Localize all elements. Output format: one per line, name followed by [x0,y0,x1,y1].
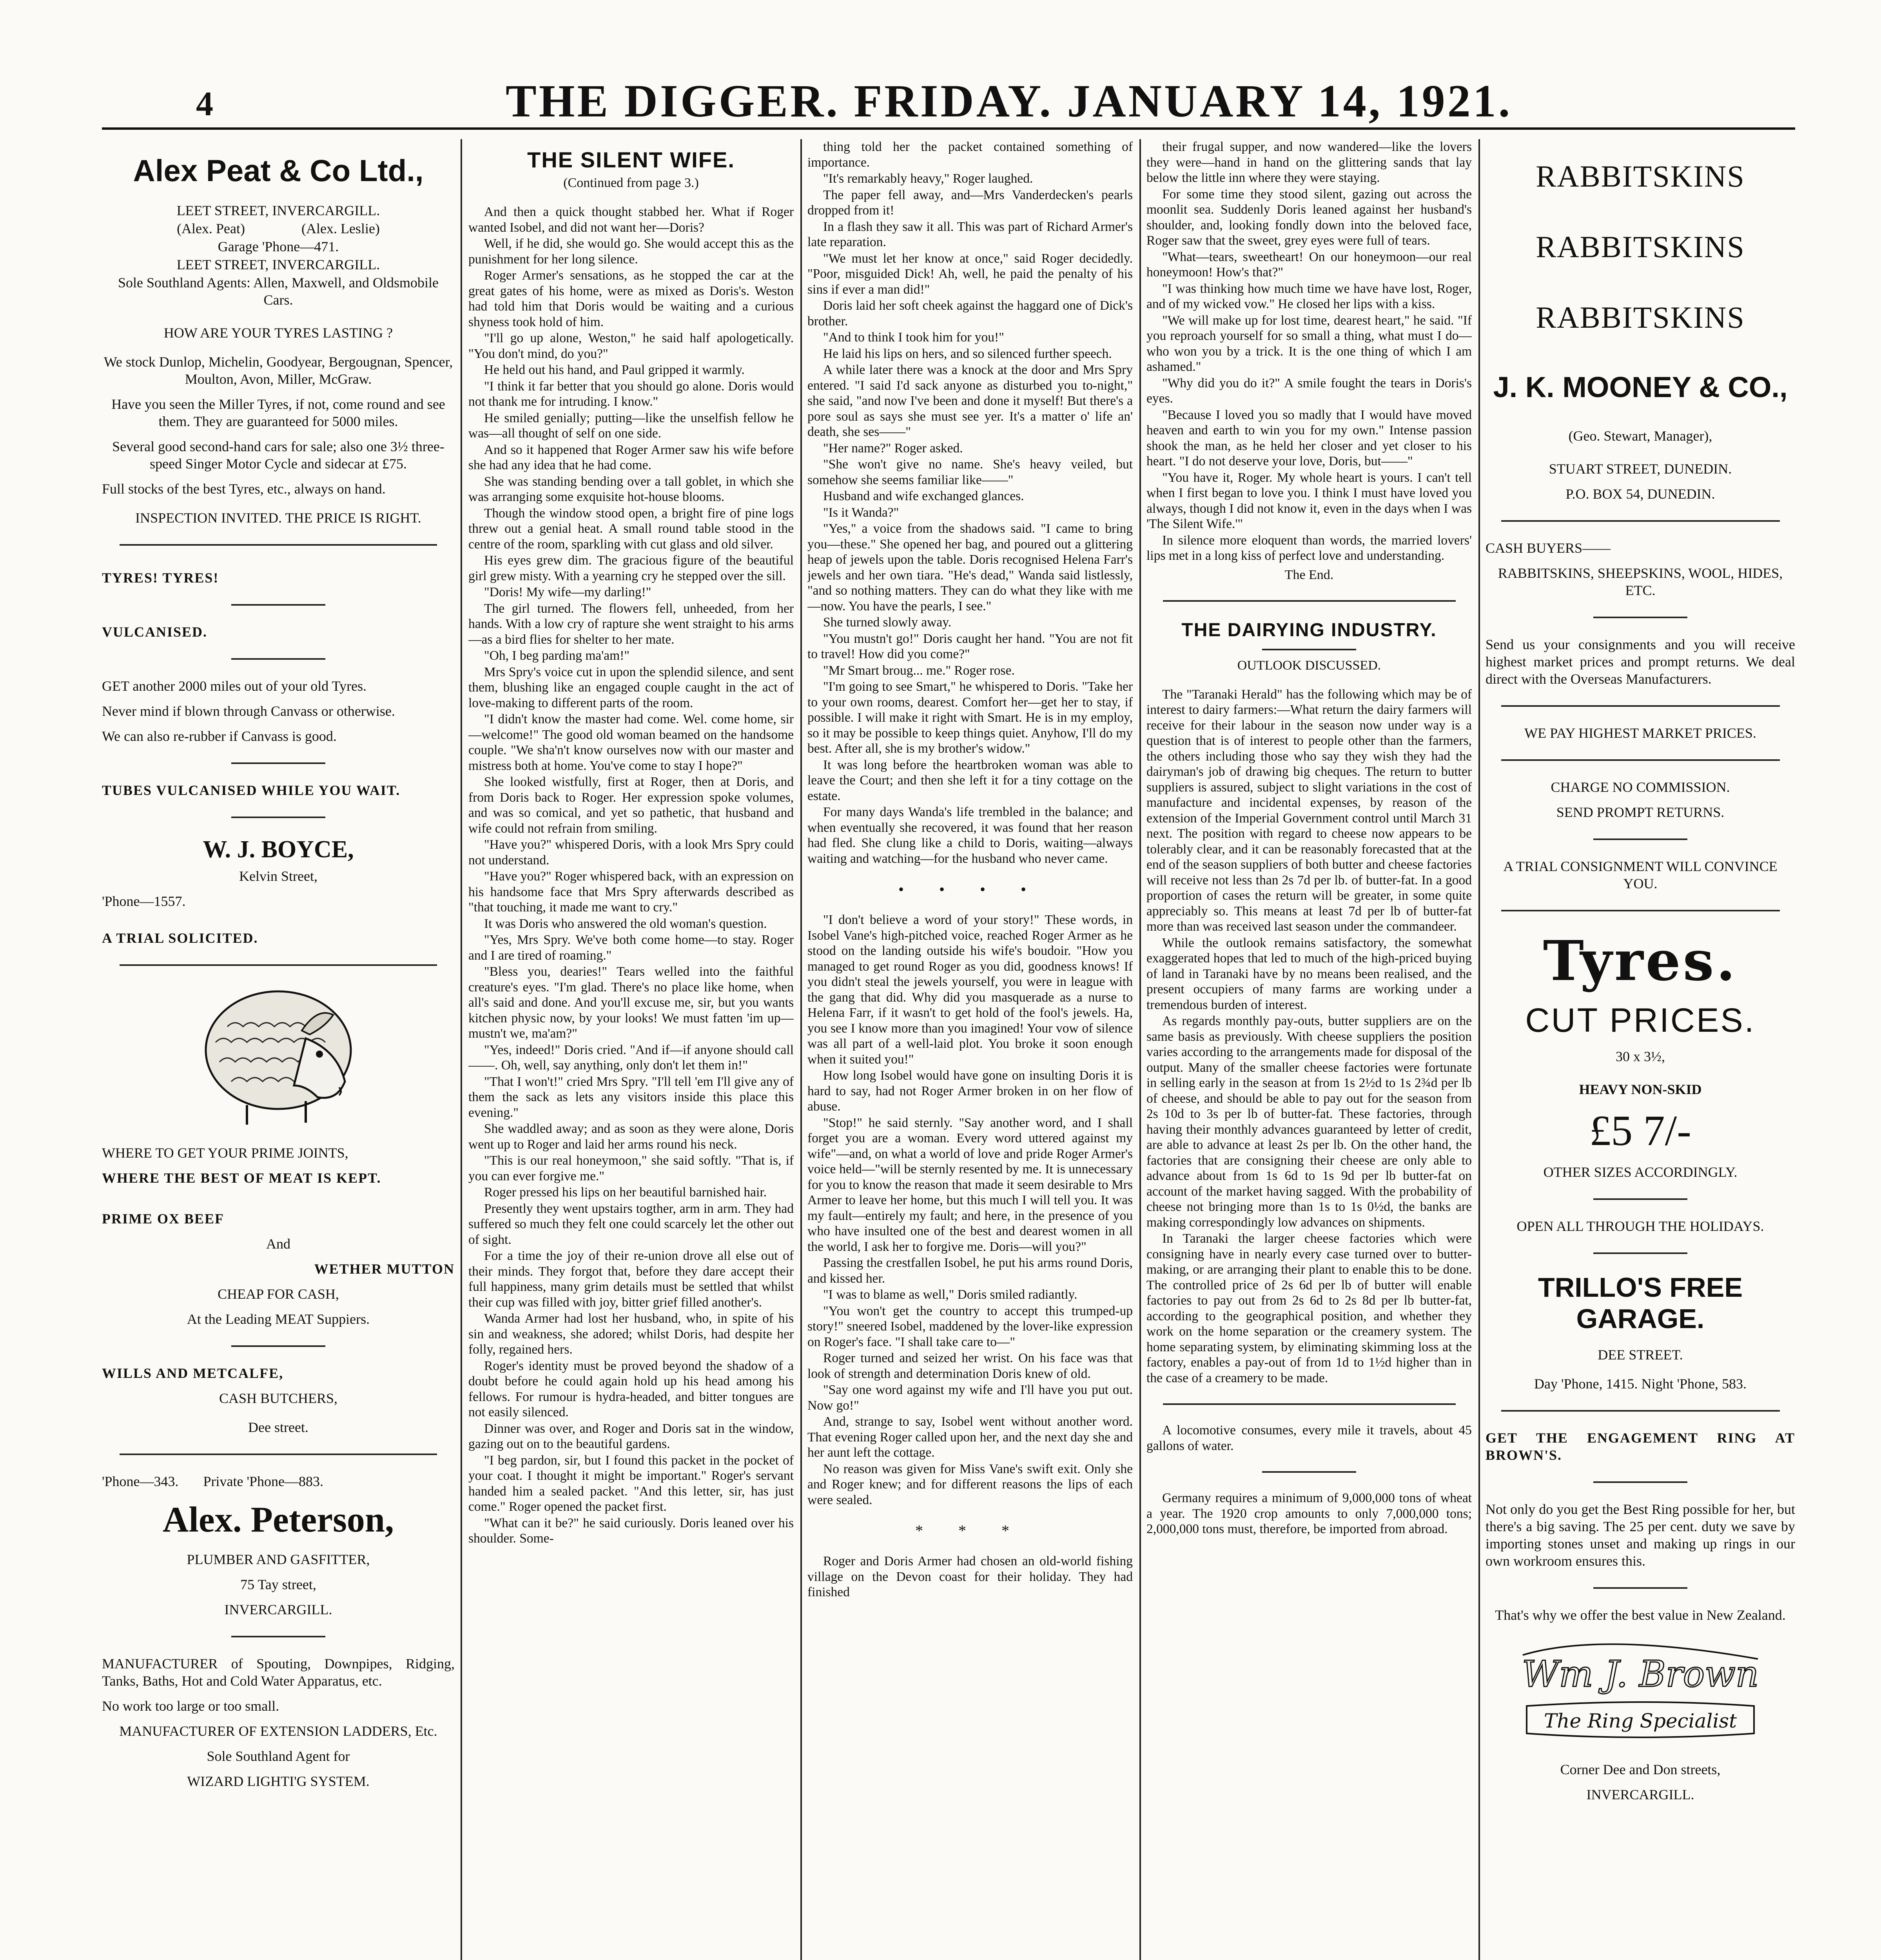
story-paragraph: For a time the joy of their re-union drove all else out of their minds. They forgot that, before they dare accept their full happiness, many grim details must be settled that whilst their cup was filled with joy, bitter grief filled another's. [468,1249,794,1310]
ad-text: Full stocks of the best Tyres, etc., always on hand. [102,481,386,497]
story-paragraph: Roger Armer's sensations, as he stopped the car at the great gates of his home, were as mixed as Doris's. Weston had told him that Doris would be waiting and a curious shyness took hold of him. [468,268,794,329]
ad-text: Garage 'Phone—471. [218,239,339,254]
story-paragraph: For many days Wanda's life trembled in the balance; and when eventually she recovered, it was found that her reason had fled. She clung like a child to Doris, waiting—always waiting and watching—for the husband who never came. [807,805,1133,866]
story-paragraph: For some time they stood silent, gazing out across the moonlit sea. Suddenly Doris leaned against her husband's shoulder, and, looking fondly down into the beloved face, Roger saw that the sweet, grey eyes were full of tears. [1146,187,1472,248]
story-paragraph: She waddled away; and as soon as they were alone, Doris went up to Roger and laid her arms round his neck. [468,1122,794,1152]
story-paragraph: "We will make up for lost time, dearest heart," he said. "If you reproach yourself for so small a thing, what must I do—who won you by a trick. It is the one thing of which I am ashamed." [1146,313,1472,374]
story-paragraph: In a flash they saw it all. This was part of Richard Armer's late reparation. [807,219,1133,249]
ad-text: 75 Tay street, [240,1577,316,1592]
story-paragraph: "Yes," a voice from the shadows said. "I came to bring you—these." She opened her bag, and poured out a glittering heap of jewels upon the table. Doris recognised Helena Farr's jewels and her own tiara. "He's dead," Wanda said listlessly, "and so nothing matters. They can do what they like with me—now. You have the pearls, I see." [807,521,1133,613]
masthead: THE DIGGER. FRIDAY. JANUARY 14, 1921. [506,75,1513,127]
story-paragraph: Presently they went upstairs togther, arm in arm. They had suffered so much they felt one could scarcely let the other out of sight. [468,1201,794,1247]
story-paragraph: their frugal supper, and now wandered—like the lovers they were—hand in hand on the glittering sands that lay below the little inn where they were staying. [1146,140,1472,185]
article-title: THE DAIRYING INDUSTRY. [1181,619,1437,641]
story-paragraph: "Why did you do it?" A smile fought the tears in Doris's eyes. [1146,376,1472,406]
ad-text: Sole Southland Agent for [207,1748,350,1764]
story-body [807,139,1133,866]
story-paragraph: "What—tears, sweetheart! On our honeymoon—our real honeymoon! How's that?" [1146,249,1472,279]
divider [1593,838,1687,840]
ad-text: And [266,1236,290,1252]
divider [1593,1252,1687,1254]
ad-text: CASH BUYERS—— [1486,540,1611,556]
ad-text: 30 x 3½, [1616,1049,1665,1064]
svg-text:Wm J. Brown: Wm J. Brown [1522,1653,1759,1695]
ad-heading: RABBITSKINS [1536,159,1745,193]
column-divider [1139,139,1141,1960]
ad-text: (Alex. Peat) (Alex. Leslie) [177,221,380,236]
story-paragraph: "That I won't!" cried Mrs Spry. "I'll tell 'em I'll give any of them the sack as lets any visitors inside this place this evening." [468,1074,794,1120]
ad-text: Never mind if blown through Canvass or otherwise. [102,703,395,719]
ad-heading: HOW ARE YOUR TYRES LASTING ? [163,325,393,341]
ad-text: Send us your consignments and you will receive highest market prices and prompt returns. We deal direct with the Overseas Manufacturers. [1486,637,1795,687]
ad-heading: TUBES VULCANISED WHILE YOU WAIT. [102,782,401,798]
ad-text: A TRIAL CONSIGNMENT WILL CONVINCE YOU. [1503,858,1778,891]
story-paragraph: He smiled genially; putting—like the unselfish fellow he was—all thought of self on one side. [468,410,794,441]
ad-text: Several good second-hand cars for sale; also one 3½ three-speed Singer Motor Cycle and sidecar at £75. [112,439,444,472]
ad-text: SEND PROMPT RETURNS. [1556,804,1725,820]
story-paragraph: Well, if he did, she would go. She would accept this as the punishment for her long silence. [468,236,794,267]
story-paragraph: "I beg pardon, sir, but I found this packet in the pocket of your coat. I thought it might be important." Roger's servant handed him a sealed packet. "And this letter, sir, has just come." Roger opened the packet first. [468,1453,794,1514]
divider [1501,1410,1780,1412]
story-paragraph: It was long before the heartbroken woman was able to leave the Court; and then she left it for a tiny cottage on the estate. [807,757,1133,803]
story-column-2 [807,139,1133,1960]
advertisements-column-left [102,139,455,1960]
ad-text: OTHER SIZES ACCORDINGLY. [1543,1164,1738,1180]
ad-text: LEET STREET, INVERCARGILL. [176,203,380,218]
ad-text: 'Phone—1557. [102,893,186,909]
ad-heading: CUT PRICES. [1525,1002,1756,1039]
story-paragraph: "Her name?" Roger asked. [823,441,963,456]
story-paragraph: "Bless you, dearies!" Tears welled into the faithful creature's eyes. "I'm glad. There's no place like home, when all's said and done. And you'll excuse me, sir, but you wants kitchen physic now, by your looks! We must fatten 'im up—mustn't we, ma'am?" [468,964,794,1041]
story-paragraph: In silence more eloquent than words, the married lovers' lips met in a long kiss of perfect love and understanding. [1146,533,1472,563]
story-paragraph: "Oh, I beg parding ma'am!" [484,648,630,663]
article-paragraph: In Taranaki the larger cheese factories which were consigning have in nearly every case turned over to butter-making, or are arranging their plant to enable this to be done. The controlled price of 2s 6d per lb of butter will enable factories to pay out from 2s 6d to 2s 8d per lb butter-fat, according to the geographical position, and whether they work on the home separation or the creamery system. The home separating system, by eliminating skimming loss at the factory, enables a pay-out of from 1d to 1½d higher than in the case of a creamery to be made. [1146,1231,1472,1385]
ad-text: Have you seen the Miller Tyres, if not, come round and see them. They are guaranteed for 5000 miles. [111,396,445,429]
story-continued: (Continued from page 3.) [563,176,699,190]
story-paragraph: "Stop!" he said sternly. "Say another word, and I shall forget you are a woman. Every word uttered against my wife"—and, on what a world of love and pride Roger Armer's voice held—"will be sternly resented by me. It is unnecessary for you to know the reason that made it seem desirable to Mrs Armer to leave her home, but this much I will tell you. It was my fault—entirely my fault; and here, in the presence of you who have insulted one of the best and dearest women in all the world, I ask her to forgive me. Doris—will you?" [807,1115,1133,1254]
ad-title: TRILLO'S FREE GARAGE. [1538,1272,1743,1334]
ad-text: CHEAP FOR CASH, [218,1286,339,1302]
ad-text: PRIME OX BEEF [102,1211,225,1227]
ad-heading: TYRES! TYRES! [102,570,219,586]
ad-text: HEAVY NON-SKID [1579,1082,1702,1097]
svg-text:The Ring Specialist: The Ring Specialist [1544,1710,1737,1732]
ad-heading: GET THE ENGAGEMENT RING AT BROWN'S. [1486,1430,1795,1463]
story-paragraph: She turned slowly away. [823,615,952,630]
ad-text: WIZARD LIGHTI'G SYSTEM. [187,1773,370,1789]
ad-text: We can also re-rubber if Canvass is good. [102,728,337,744]
story-paragraph: "I was to blame as well," Doris smiled radiantly. [823,1287,1077,1302]
story-paragraph: How long Isobel would have gone on insulting Doris it is hard to say, had not Roger Armer broken in on her flow of abuse. [807,1068,1133,1114]
ad-price: £5 7/- [1589,1107,1691,1154]
ad-text: 'Phone—343. Private 'Phone—883. [102,1474,323,1489]
story-paragraph: She looked wistfully, first at Roger, then at Doris, and from Doris back to Roger. Her expression spoke volumes, and was so comical, and yet so pathetic, that husband and wife could not refrain from smiling. [468,775,794,836]
ad-text: WILLS AND METCALFE, [102,1365,284,1381]
story-paragraph: "I'm going to see Smart," he whispered to Doris. "Take her to your own rooms, dearest. Comfort her—get her to stay, if possible. I will make it right with Smart. He is in my employ, so it may be possible to keep things quiet. Anyhow, I'll do my best. After all, she is my brother's widow." [807,679,1133,756]
divider [1262,1471,1356,1473]
story-paragraph: Passing the crestfallen Isobel, he put his arms round Doris, and kissed her. [807,1256,1133,1286]
boyce-ad [102,569,455,947]
ad-title: Alex Peat & Co Ltd., [133,153,424,188]
header-rule [102,127,1795,130]
ad-text: CASH BUTCHERS, [219,1390,338,1406]
filler-text: Germany requires a minimum of 9,000,000 tons of wheat a year. The 1920 crop amounts to only 7,000,000 tons; 2,000,000 tons must, therefore, be imported from abroad. [1146,1491,1472,1536]
story-paragraph: "I'll go up alone, Weston," he said half apologetically. "You don't mind, do you?" [468,331,794,361]
ad-text: MANUFACTURER of Spouting, Downpipes, Ridging, Tanks, Baths, Hot and Cold Water Apparatus, etc. [102,1656,455,1689]
peterson-ad [102,1473,455,1790]
divider [231,817,325,818]
divider [1163,600,1456,602]
story-dairy-column [1146,139,1472,1960]
column-divider [461,139,462,1960]
ad-text: Not only do you get the Best Ring possible for her, but there's a big saving. The 25 per cent. duty we save by importing stones unset and making up rings in our own workroom ensures this. [1486,1501,1795,1569]
ad-heading: VULCANISED. [102,624,208,640]
ad-text: STUART STREET, DUNEDIN. [1549,461,1732,477]
ad-title: W. J. BOYCE, [203,836,354,863]
article-subtitle: OUTLOOK DISCUSSED. [1237,658,1381,673]
story-paragraph: "Is it Wanda?" [823,505,899,520]
ad-heading: WE PAY HIGHEST MARKET PRICES. [1524,725,1756,741]
meat-ad [102,984,455,1436]
story-column-1 [468,139,794,1960]
ad-title: Alex. Peterson, [162,1499,394,1539]
divider [1501,705,1780,707]
story-paragraph: "You won't get the country to accept this trumped-up story!" sneered Isobel, maddened by the lover-like expression on Roger's face. "I shall take care to—" [807,1303,1133,1349]
story-paragraph: No reason was given for Miss Vane's swift exit. Only she and Roger knew; and for different reasons the lips of each were sealed. [807,1461,1133,1507]
story-paragraph: "What can it be?" he said curiously. Doris leaned over his shoulder. Some- [468,1515,794,1546]
divider [120,544,437,546]
ad-text: That's why we offer the best value in New Zealand. [1495,1607,1786,1623]
story-paragraph: And, strange to say, Isobel went without another word. That evening Roger called upon her, and the next day she and her aunt left the cottage. [807,1414,1133,1460]
ad-text: OPEN ALL THROUGH THE HOLIDAYS. [1516,1218,1764,1234]
story-paragraph: "She won't give no name. She's heavy veiled, but somehow she seems familiar like——" [807,457,1133,487]
story-body [1146,139,1472,564]
divider [231,604,325,606]
page-header [0,0,1881,133]
story-end: The End. [1284,567,1334,582]
ad-text: MANUFACTURER OF EXTENSION LADDERS, Etc. [119,1723,437,1739]
story-paragraph: Roger's identity must be proved beyond the shadow of a doubt before he could again hold up his head among his fellows. For rumour is hydra-headed, and bitter tongues are not easily silenced. [468,1358,794,1419]
story-body [468,204,794,1546]
divider [231,1636,325,1637]
story-paragraph: "You have it, Roger. My whole heart is yours. I can't tell when I first began to love you. I think I must have loved you always, though I did not know it, even in the days when I was 'The Silent Wife.'" [1146,470,1472,531]
story-paragraph: Doris laid her soft cheek against the haggard one of Dick's brother. [807,298,1133,328]
ad-text: P.O. BOX 54, DUNEDIN. [1565,486,1715,502]
ad-text: PLUMBER AND GASFITTER, [187,1552,370,1567]
ad-text: Kelvin Street, [239,868,317,884]
story-paragraph: The paper fell away, and—Mrs Vanderdecken's pearls dropped from it! [807,187,1133,218]
story-paragraph: "Because I loved you so madly that I would have moved heaven and earth to win you for my own." Intense passion shook the man, as he held her closer and yet closer to his heart. "I do not deserve your love, Doris, but——" [1146,407,1472,468]
story-paragraph: "Mr Smart broug... me." Roger rose. [823,663,1015,678]
sheep-head-illustration [188,984,368,1132]
divider [1593,617,1687,618]
ad-text: DEE STREET. [1598,1347,1683,1363]
story-paragraph: And then a quick thought stabbed her. What if Roger wanted Isobel, and did not want her—Doris? [468,205,794,235]
story-paragraph: "This is our real honeymoon," she said softly. "That is, if you can ever forgive me." [468,1153,794,1183]
section-break: * * * [915,1522,1025,1539]
brown-signature-logo [1515,1632,1766,1749]
story-paragraph: He held out his hand, and Paul gripped it warmly. [484,363,745,377]
story-paragraph: "I was thinking how much time we have have lost, Roger, and of my wicked vow." He closed her lips with a kiss. [1146,281,1472,311]
ad-text: We stock Dunlop, Michelin, Goodyear, Bergougnan, Spencer, Moulton, Avon, Miller, McGraw. [103,354,453,387]
ad-text: RABBITSKINS, SHEEPSKINS, WOOL, HIDES, ETC. [1498,565,1783,598]
story-paragraph: His eyes grew dim. The gracious figure of the beautiful girl grew misty. With a yearning cry he stepped over the sill. [468,553,794,583]
story-paragraph: Though the window stood open, a bright fire of pine logs threw out a genial heat. A small round table stood in the centre of the room, sparkling with cut glass and old silver. [468,506,794,552]
story-paragraph: "And to think I took him for you!" [823,330,1004,345]
story-paragraph: And so it happened that Roger Armer saw his wife before she had any idea that he had come. [468,442,794,472]
filler-text: A locomotive consumes, every mile it travels, about 45 gallons of water. [1146,1423,1472,1453]
ad-heading: RABBITSKINS [1536,230,1745,264]
divider [1593,1198,1687,1200]
story-body [807,912,1133,1508]
story-paragraph: Wanda Armer had lost her husband, who, in spite of his sin and weakness, she adored; whilst Doris, had despite her folly, regained hers. [468,1311,794,1357]
story-paragraph: Dinner was over, and Roger and Doris sat in the window, gazing out on to the beautiful gardens. [468,1421,794,1451]
alex-peat-ad [102,151,455,526]
story-paragraph: "Have you?" whispered Doris, with a look Mrs Spry could not understand. [468,837,794,867]
article-paragraph: As regards monthly pay-outs, butter suppliers are on the same basis as previously. With cheese suppliers the position varies according to the arrangements made for disposal of the output. Many of the smaller cheese factories were fortunate in selling early in the season at from 1s 2½d to 1s 2¾d per lb of cheese, and should be able to pay out for the season from 2s 10d to 3s per lb of butter-fat. These factories, through having their monthly advances guaranteed by letter of credit, are able to advance at least 2s per lb. On the other hand, the factories that are consigning their cheese are only able to advance about from 1s 6d to 1s 9d per lb butter-fat on account of the market having sagged. With the probability of cheese not bringing more than 1s to 1s 0½d, the banks are making correspondingly low advances on shipments. [1146,1014,1472,1230]
story-paragraph: It was Doris who answered the old woman's question. [484,916,767,931]
story-body [807,1553,1133,1600]
column-divider [800,139,802,1960]
ad-text: Day 'Phone, 1415. Night 'Phone, 583. [1534,1376,1747,1392]
story-paragraph: "I don't believe a word of your story!" These words, in Isobel Vane's high-pitched voice, reached Roger Armer as he stood on the landing outside his wife's boudoir. "How you managed to get round Roger as you did, goodness knows! If you didn't steal the jewels yourself, you were in league with the gang that did. Why did you masquerade as a nurse to Helena Farr, if it wasn't to get hold of the fool's jewels. Ha, you see I know more than you imagined! Your vow of silence was all part of a well-laid plot. You broke it soon enough when it suited you!" [807,913,1133,1067]
story-paragraph: Roger turned and seized her wrist. On his face was that look of strength and determination Doris knew of old. [807,1351,1133,1381]
ad-text: INVERCARGILL. [224,1602,332,1617]
divider [120,1454,437,1455]
ad-text: Dee street. [248,1419,308,1435]
divider [1501,520,1780,522]
divider [231,658,325,660]
article-paragraph: While the outlook remains satisfactory, the somewhat exaggerated hopes that led to much of the high-priced buying of land in Taranaki have by no means been realised, and the present occupiers of many farms are working under a tremendous burden of interest. [1146,935,1472,1012]
ad-title: J. K. MOONEY & CO., [1493,371,1788,403]
story-paragraph: The girl turned. The flowers fell, unheeded, from her hands. With a low cry of rapture she went straight to his arms—as a bird flies for shelter to her mate. [468,601,794,647]
ad-text: GET another 2000 miles out of your old Tyres. [102,678,367,694]
story-paragraph: thing told her the packet contained something of importance. [807,140,1133,170]
ad-text: (Geo. Stewart, Manager), [1568,428,1712,444]
story-paragraph: "You mustn't go!" Doris caught her hand. "You are not fit to travel! How did you come?" [807,631,1133,661]
article-paragraph: The "Taranaki Herald" has the following which may be of interest to dairy farmers:—What return the dairy farmers will receive for their labour in the season now under way is a question that is of interest to people other than the farmers, the others including those who say they wish they had the dairyman's job of drawing big cheques. The return to butter suppliers is assured, subject to slight variations in the cost of manufacture and incidental expenses, by reason of the extension of the Imperial Government control until March 31 next. The position with regard to cheese now appears to be tolerably clear, and it can be reasonably forecasted that at the end of the season suppliers of both butter and cheese factories will receive not less than 2s 7d per lb. of butter-fat. In a good proportion of cases the return will be greater, in some quite appreciably so. This means at least 7d per lb of butter-fat more than was received last season under the commandeer. [1146,687,1472,934]
story-paragraph: Roger pressed his lips on her beautiful barnished hair. [484,1185,767,1200]
ad-text: Sole Southland Agents: Allen, Maxwell, and Oldsmobile Cars. [118,275,439,308]
ad-heading: RABBITSKINS [1536,300,1745,334]
divider [1262,649,1356,650]
story-paragraph: "It's remarkably heavy," Roger laughed. [823,171,1033,186]
story-paragraph: "Yes, indeed!" Doris cried. "And if—if anyone should call——. Oh, well, say anything, only don't let them in!" [468,1042,794,1073]
story-paragraph: "We must let her know at once," said Roger decidedly. "Poor, misguided Dick! Ah, well, he paid the penalty of his sins if ever a man did!" [807,251,1133,297]
story-paragraph: "Doris! My wife—my darling!" [484,585,651,599]
ad-text: CHARGE NO COMMISSION. [1551,779,1730,795]
ad-text: Corner Dee and Don streets, [1560,1762,1721,1777]
story-paragraph: He laid his lips on hers, and so silenced further speech. [823,346,1112,361]
ad-text: INSPECTION INVITED. THE PRICE IS RIGHT. [135,510,421,526]
ad-heading: WHERE THE BEST OF MEAT IS KEPT. [102,1170,381,1186]
ad-heading: WHERE TO GET YOUR PRIME JOINTS, [102,1145,348,1161]
ad-text: LEET STREET, INVERCARGILL. [176,257,380,272]
story-paragraph: Roger and Doris Armer had chosen an old-world fishing village on the Devon coast for their holiday. They had finished [807,1554,1133,1599]
divider [1501,910,1780,911]
divider [231,1345,325,1347]
divider [1593,1481,1687,1483]
ad-title: Tyres. [1543,929,1738,993]
story-paragraph: "Yes, Mrs Spry. We've both come home—to stay. Roger and I are tired of roaming." [468,933,794,963]
page-number: 4 [196,85,213,123]
column-divider [1478,139,1480,1960]
story-title: THE SILENT WIFE. [527,147,735,172]
ad-text: A TRIAL SOLICITED. [102,930,258,946]
divider [120,964,437,966]
divider [1593,1587,1687,1589]
ad-text: INVERCARGILL. [1586,1787,1694,1802]
ad-text: No work too large or too small. [102,1698,279,1714]
story-paragraph: A while later there was a knock at the door and Mrs Spry entered. "I said I'd sack anyone as disturbed you to-night," she said, "and now I've been and done it myself! But there's a pore soul as says she must see yer. It's a matter o' life an' death, she ses——" [807,363,1133,439]
divider [231,762,325,764]
divider [1501,759,1780,761]
story-paragraph: She was standing bending over a tall goblet, in which she was arranging some exquisite hot-house blooms. [468,474,794,504]
divider [1163,1403,1456,1405]
story-paragraph: "Say one word against my wife and I'll have you put out. Now go!" [807,1383,1133,1413]
ad-text: WETHER MUTTON [314,1261,455,1277]
story-paragraph: "I think it far better that you should go alone. Doris would not thank me for intruding. I know." [468,379,794,409]
section-break: • • • • [898,880,1042,898]
ad-text: At the Leading MEAT Suppiers. [187,1311,370,1327]
advertisements-column-right [1486,139,1795,1960]
story-paragraph: "I didn't know the master had come. Wel. come home, sir—welcome!" The good old woman beamed on the handsome couple. "We sha'n't know ourselves now with our master and mistress both at home. You've come to stay I hope?" [468,712,794,773]
story-paragraph: Mrs Spry's voice cut in upon the splendid silence, and sent them, blushing like an engaged couple caught in the act of love-making to different parts of the room. [468,664,794,710]
story-paragraph: "Have you?" Roger whispered back, with an expression on his handsome face that Mrs Spry afterwards described as "that touching, it made me want to cry." [468,869,794,915]
article-body [1146,687,1472,1386]
story-paragraph: Husband and wife exchanged glances. [823,489,1024,503]
